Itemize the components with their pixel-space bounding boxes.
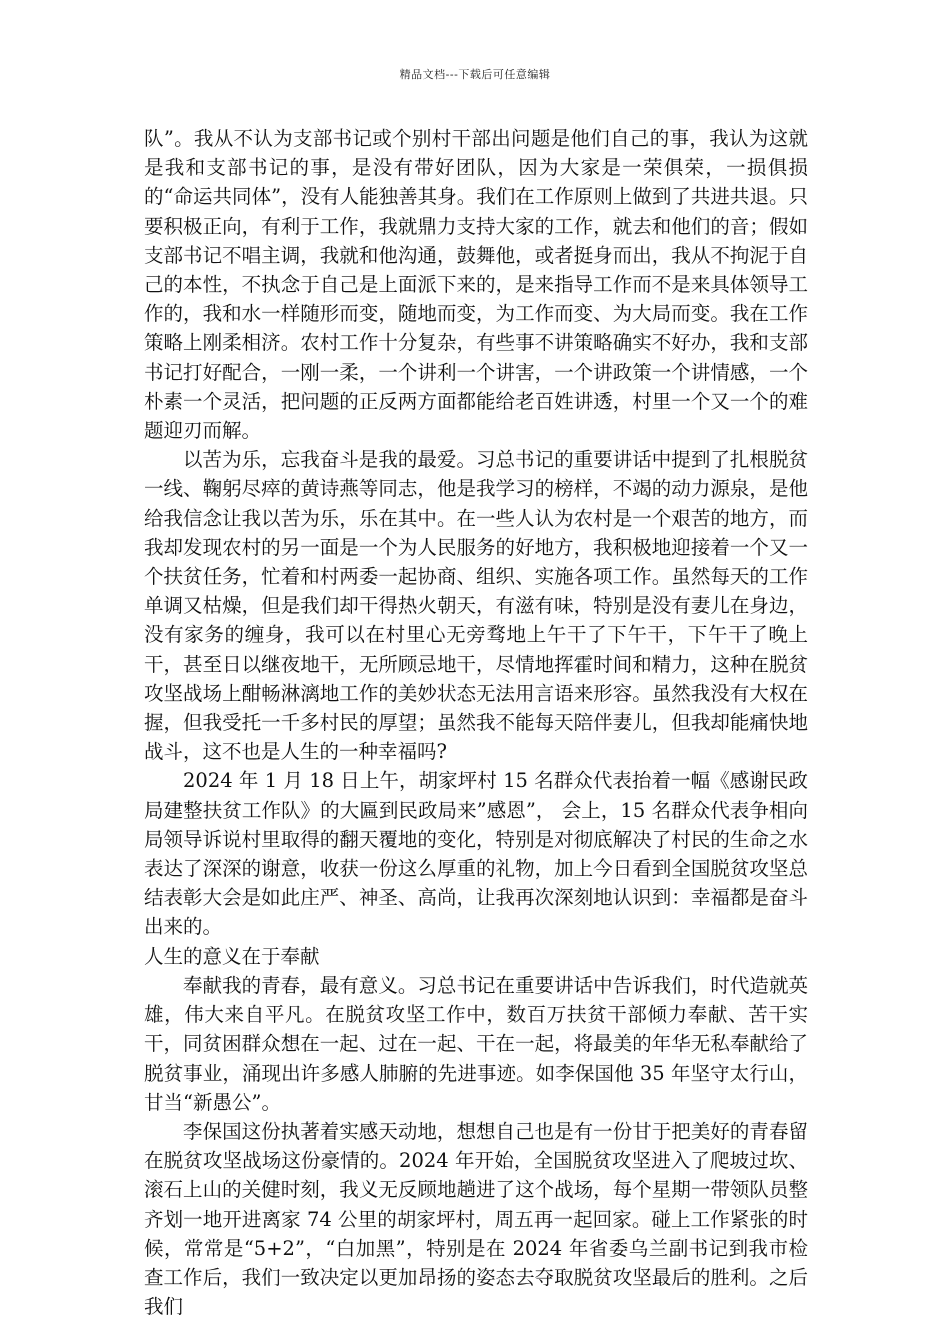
paragraph-team-work: 队”。我从不认为支部书记或个别村干部出问题是他们自己的事，我认为这就是我和支部书记的事，是没有带好团队，因为大家是一荣俱荣，一损俱损的“命运共同体”，没有人能独善其身。我们在工作原则上做到了共进共退。只要积极正向，有利于工作，我就鼎力支持大家的工作，就去和他们的音；假如支部书记不唱主调，我就和他沟通，鼓舞他，或者挺身而出，我从不拘泥于自己的本性，不执念于自己是上面派下来的，是来指导工作而不是来具体领导工作的，我和水一样随形而变，随地而变，为工作而变、为大局而变。我在工作策略上刚柔相济。农村工作十分复杂，有些事不讲策略确实不好办，我和支部书记打好配合，一刚一柔，一个讲利一个讲害，一个讲政策一个讲情感，一个朴素一个灵活，把问题的正反两方面都能给老百姓讲透，村里一个又一个的难题迎刃而解。 (144, 127, 808, 443)
paragraph-youth: 李保国这份执著着实感天动地，想想自己也是有一份甘于把美好的青春留在脱贫攻坚战场这份豪情的。2024 年开始，全国脱贫攻坚进入了爬坡过坎、滚石上山的关健时刻，我义无反顾地趟进了这个战场，每个星期一带领队员整齐划一地开进离家 74 公里的胡家坪村，周五再一起回家。碰上工作紧张的时候，常常是“5+2”，“白加黑”，特别是在 2024 年省委乌兰副书记到我市检查工作后，我们一致决定以更加昂扬的姿态去夺取脱贫攻坚最后的胜利。之后我们 (144, 1119, 808, 1319)
page-header: 精品文档---下载后可任意编辑 (399, 68, 551, 81)
paragraph-hard-work: 以苦为乐，忘我奋斗是我的最爱。习总书记的重要讲话中提到了扎根脱贫一线、鞠躬尽瘁的黄诗燕等同志，他是我学习的榜样，不竭的动力源泉，是他给我信念让我以苦为乐，乐在其中。在一些人认为农村是一个艰苦的地方，而我却发现农村的另一面是一个为人民服务的好地方，我积极地迎接着一个又一个扶贫任务，忙着和村两委一起协商、组织、实施各项工作。虽然每天的工作单调又枯燥，但是我们却干得热火朝天，有滋有味，特别是没有妻儿在身边，没有家务的缠身，我可以在村里心无旁骛地上午干了下午干，下午干了晚上干，甚至日以继夜地干，无所顾忌地干，尽情地挥霍时间和精力，这种在脱贫攻坚战场上酣畅淋漓地工作的美妙状态无法用言语来形容。虽然我没有大权在握，但我受托一千多村民的厚望；虽然我不能每天陪伴妻儿，但我却能痛快地战斗，这不也是人生的一种幸福吗? (144, 448, 808, 764)
document-body (144, 124, 808, 1321)
paragraph-gratitude: 2024 年 1 月 18 日上午，胡家坪村 15 名群众代表抬着一幅《感谢民政局建整扶贫工作队》的大匾到民政局来”感恩”， 会上，15 名群众代表争相向局领导诉说村里取得的翻天覆地的变化，特别是对彻底解决了村民的生命之水表达了深深的谢意，收获一份这么厚重的礼物，加上今日看到全国脱贫攻坚总结表彰大会是如此庄严、神圣、高尚，让我再次深刻地认识到：幸福都是奋斗出来的。 (144, 769, 808, 939)
paragraph-dedication: 奉献我的青春，最有意义。习总书记在重要讲话中告诉我们，时代造就英雄，伟大来自平凡。在脱贫攻坚工作中，数百万扶贫干部倾力奉献、苦干实干，同贫困群众想在一起、过在一起、干在一起，将最美的年华无私奉献给了脱贫事业，涌现出许多感人肺腑的先进事迹。如李保国他 35 年坚守太行山，甘当“新愚公”。 (144, 973, 808, 1114)
section-heading: 人生的意义在于奉献 (144, 944, 320, 968)
